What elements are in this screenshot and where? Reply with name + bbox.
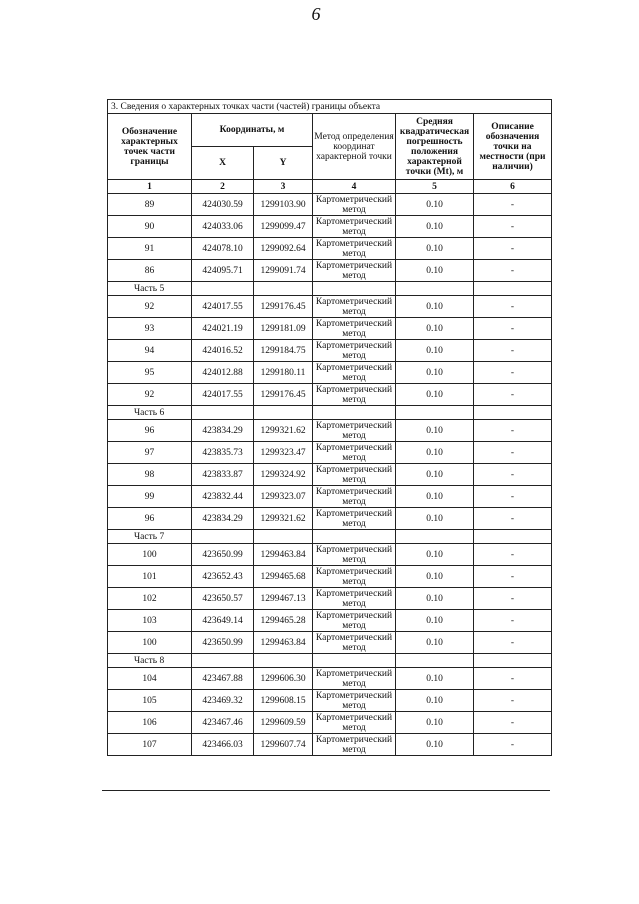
point-id-cell: 104 <box>108 668 192 690</box>
empty-cell <box>192 282 254 296</box>
header-accuracy: Средняя квадратическая погрешность положения характерной точки (Mt), м <box>396 114 474 180</box>
empty-cell <box>474 654 552 668</box>
y-coordinate-cell: 1299467.13 <box>254 588 313 610</box>
accuracy-cell: 0.10 <box>396 690 474 712</box>
y-coordinate-cell: 1299176.45 <box>254 296 313 318</box>
description-cell: - <box>474 296 552 318</box>
column-number: 2 <box>192 180 254 194</box>
point-id-cell: 97 <box>108 442 192 464</box>
y-coordinate-cell: 1299103.90 <box>254 194 313 216</box>
y-coordinate-cell: 1299181.09 <box>254 318 313 340</box>
column-number: 3 <box>254 180 313 194</box>
point-id-cell: 102 <box>108 588 192 610</box>
point-id-cell: 91 <box>108 238 192 260</box>
method-cell: Картометрический метод <box>313 260 396 282</box>
description-cell: - <box>474 690 552 712</box>
description-cell: - <box>474 340 552 362</box>
description-cell: - <box>474 194 552 216</box>
method-cell: Картометрический метод <box>313 464 396 486</box>
method-cell: Картометрический метод <box>313 486 396 508</box>
method-cell: Картометрический метод <box>313 384 396 406</box>
empty-cell <box>313 406 396 420</box>
x-coordinate-cell: 423834.29 <box>192 508 254 530</box>
x-coordinate-cell: 424012.88 <box>192 362 254 384</box>
part-label: Часть 6 <box>108 406 192 420</box>
accuracy-cell: 0.10 <box>396 296 474 318</box>
y-coordinate-cell: 1299607.74 <box>254 734 313 756</box>
page-number: 6 <box>311 4 321 24</box>
table-row <box>108 194 552 216</box>
point-id-cell: 100 <box>108 632 192 654</box>
empty-cell <box>254 530 313 544</box>
table-row <box>108 566 552 588</box>
description-cell: - <box>474 362 552 384</box>
description-cell: - <box>474 384 552 406</box>
accuracy-cell: 0.10 <box>396 508 474 530</box>
x-coordinate-cell: 424021.19 <box>192 318 254 340</box>
table-row <box>108 712 552 734</box>
table-row <box>108 734 552 756</box>
method-cell: Картометрический метод <box>313 632 396 654</box>
empty-cell <box>254 654 313 668</box>
part-row <box>108 406 552 420</box>
point-id-cell: 93 <box>108 318 192 340</box>
accuracy-cell: 0.10 <box>396 588 474 610</box>
empty-cell <box>313 530 396 544</box>
method-cell: Картометрический метод <box>313 296 396 318</box>
table-row <box>108 260 552 282</box>
description-cell: - <box>474 420 552 442</box>
table-row <box>108 362 552 384</box>
table-row <box>108 318 552 340</box>
empty-cell <box>396 282 474 296</box>
method-cell: Картометрический метод <box>313 442 396 464</box>
description-cell: - <box>474 588 552 610</box>
part-row <box>108 282 552 296</box>
x-coordinate-cell: 423469.32 <box>192 690 254 712</box>
header-designation: Обозначение характерных точек части границы <box>108 114 192 180</box>
header-coordinates: Координаты, м <box>192 114 313 147</box>
method-cell: Картометрический метод <box>313 566 396 588</box>
header-x: X <box>192 147 254 180</box>
point-id-cell: 94 <box>108 340 192 362</box>
column-number: 6 <box>474 180 552 194</box>
accuracy-cell: 0.10 <box>396 340 474 362</box>
point-id-cell: 101 <box>108 566 192 588</box>
empty-cell <box>396 654 474 668</box>
accuracy-cell: 0.10 <box>396 668 474 690</box>
method-cell: Картометрический метод <box>313 734 396 756</box>
y-coordinate-cell: 1299465.28 <box>254 610 313 632</box>
empty-cell <box>474 406 552 420</box>
empty-cell <box>254 282 313 296</box>
column-number: 1 <box>108 180 192 194</box>
table-row <box>108 384 552 406</box>
table-row <box>108 632 552 654</box>
empty-cell <box>192 406 254 420</box>
table-row <box>108 464 552 486</box>
x-coordinate-cell: 424017.55 <box>192 296 254 318</box>
empty-cell <box>474 530 552 544</box>
y-coordinate-cell: 1299184.75 <box>254 340 313 362</box>
empty-cell <box>474 282 552 296</box>
point-id-cell: 86 <box>108 260 192 282</box>
description-cell: - <box>474 464 552 486</box>
header-y: Y <box>254 147 313 180</box>
accuracy-cell: 0.10 <box>396 712 474 734</box>
empty-cell <box>192 654 254 668</box>
description-cell: - <box>474 734 552 756</box>
description-cell: - <box>474 486 552 508</box>
method-cell: Картометрический метод <box>313 544 396 566</box>
description-cell: - <box>474 318 552 340</box>
x-coordinate-cell: 423650.99 <box>192 544 254 566</box>
accuracy-cell: 0.10 <box>396 238 474 260</box>
point-id-cell: 100 <box>108 544 192 566</box>
part-row <box>108 654 552 668</box>
accuracy-cell: 0.10 <box>396 610 474 632</box>
y-coordinate-cell: 1299092.64 <box>254 238 313 260</box>
method-cell: Картометрический метод <box>313 690 396 712</box>
accuracy-cell: 0.10 <box>396 544 474 566</box>
column-number: 5 <box>396 180 474 194</box>
description-cell: - <box>474 442 552 464</box>
y-coordinate-cell: 1299463.84 <box>254 544 313 566</box>
table-row <box>108 690 552 712</box>
x-coordinate-cell: 424017.55 <box>192 384 254 406</box>
table-row <box>108 544 552 566</box>
description-cell: - <box>474 632 552 654</box>
footer-divider <box>102 790 550 791</box>
column-numbers-row <box>108 180 552 194</box>
method-cell: Картометрический метод <box>313 362 396 384</box>
point-id-cell: 99 <box>108 486 192 508</box>
y-coordinate-cell: 1299321.62 <box>254 420 313 442</box>
method-cell: Картометрический метод <box>313 712 396 734</box>
header-method: Метод определения координат характерной точки <box>313 114 396 180</box>
description-cell: - <box>474 712 552 734</box>
point-id-cell: 95 <box>108 362 192 384</box>
description-cell: - <box>474 610 552 632</box>
y-coordinate-cell: 1299324.92 <box>254 464 313 486</box>
method-cell: Картометрический метод <box>313 194 396 216</box>
part-label: Часть 5 <box>108 282 192 296</box>
x-coordinate-cell: 424033.06 <box>192 216 254 238</box>
method-cell: Картометрический метод <box>313 238 396 260</box>
x-coordinate-cell: 423467.88 <box>192 668 254 690</box>
section-title: 3. Сведения о характерных точках части (частей) границы объекта <box>108 100 552 114</box>
x-coordinate-cell: 423467.46 <box>192 712 254 734</box>
method-cell: Картометрический метод <box>313 668 396 690</box>
empty-cell <box>254 406 313 420</box>
y-coordinate-cell: 1299606.30 <box>254 668 313 690</box>
table-row <box>108 296 552 318</box>
description-cell: - <box>474 668 552 690</box>
y-coordinate-cell: 1299180.11 <box>254 362 313 384</box>
description-cell: - <box>474 216 552 238</box>
method-cell: Картометрический метод <box>313 588 396 610</box>
y-coordinate-cell: 1299323.07 <box>254 486 313 508</box>
method-cell: Картометрический метод <box>313 340 396 362</box>
table-row <box>108 610 552 632</box>
point-id-cell: 96 <box>108 508 192 530</box>
y-coordinate-cell: 1299323.47 <box>254 442 313 464</box>
y-coordinate-cell: 1299321.62 <box>254 508 313 530</box>
y-coordinate-cell: 1299608.15 <box>254 690 313 712</box>
empty-cell <box>396 406 474 420</box>
y-coordinate-cell: 1299099.47 <box>254 216 313 238</box>
description-cell: - <box>474 260 552 282</box>
point-id-cell: 103 <box>108 610 192 632</box>
point-id-cell: 98 <box>108 464 192 486</box>
point-id-cell: 90 <box>108 216 192 238</box>
accuracy-cell: 0.10 <box>396 194 474 216</box>
accuracy-cell: 0.10 <box>396 384 474 406</box>
part-label: Часть 8 <box>108 654 192 668</box>
x-coordinate-cell: 423649.14 <box>192 610 254 632</box>
accuracy-cell: 0.10 <box>396 260 474 282</box>
table-body <box>108 194 552 756</box>
accuracy-cell: 0.10 <box>396 566 474 588</box>
x-coordinate-cell: 423650.99 <box>192 632 254 654</box>
x-coordinate-cell: 423833.87 <box>192 464 254 486</box>
point-id-cell: 105 <box>108 690 192 712</box>
description-cell: - <box>474 508 552 530</box>
y-coordinate-cell: 1299609.59 <box>254 712 313 734</box>
empty-cell <box>313 282 396 296</box>
accuracy-cell: 0.10 <box>396 420 474 442</box>
empty-cell <box>313 654 396 668</box>
description-cell: - <box>474 238 552 260</box>
table-row <box>108 420 552 442</box>
method-cell: Картометрический метод <box>313 508 396 530</box>
table-row <box>108 340 552 362</box>
table-row <box>108 238 552 260</box>
x-coordinate-cell: 423650.57 <box>192 588 254 610</box>
description-cell: - <box>474 544 552 566</box>
point-id-cell: 107 <box>108 734 192 756</box>
point-id-cell: 89 <box>108 194 192 216</box>
x-coordinate-cell: 424095.71 <box>192 260 254 282</box>
accuracy-cell: 0.10 <box>396 216 474 238</box>
point-id-cell: 96 <box>108 420 192 442</box>
x-coordinate-cell: 424030.59 <box>192 194 254 216</box>
column-number: 4 <box>313 180 396 194</box>
table-row <box>108 216 552 238</box>
table-row <box>108 442 552 464</box>
accuracy-cell: 0.10 <box>396 486 474 508</box>
accuracy-cell: 0.10 <box>396 318 474 340</box>
x-coordinate-cell: 424078.10 <box>192 238 254 260</box>
x-coordinate-cell: 423652.43 <box>192 566 254 588</box>
y-coordinate-cell: 1299176.45 <box>254 384 313 406</box>
description-cell: - <box>474 566 552 588</box>
point-id-cell: 106 <box>108 712 192 734</box>
y-coordinate-cell: 1299463.84 <box>254 632 313 654</box>
method-cell: Картометрический метод <box>313 216 396 238</box>
y-coordinate-cell: 1299465.68 <box>254 566 313 588</box>
part-row <box>108 530 552 544</box>
empty-cell <box>396 530 474 544</box>
x-coordinate-cell: 423832.44 <box>192 486 254 508</box>
point-id-cell: 92 <box>108 384 192 406</box>
header-description: Описание обозначения точки на местности (при наличии) <box>474 114 552 180</box>
y-coordinate-cell: 1299091.74 <box>254 260 313 282</box>
method-cell: Картометрический метод <box>313 420 396 442</box>
boundary-points-table <box>107 99 552 756</box>
table-row <box>108 508 552 530</box>
empty-cell <box>192 530 254 544</box>
table-row <box>108 588 552 610</box>
x-coordinate-cell: 423466.03 <box>192 734 254 756</box>
method-cell: Картометрический метод <box>313 318 396 340</box>
accuracy-cell: 0.10 <box>396 442 474 464</box>
accuracy-cell: 0.10 <box>396 734 474 756</box>
method-cell: Картометрический метод <box>313 610 396 632</box>
point-id-cell: 92 <box>108 296 192 318</box>
accuracy-cell: 0.10 <box>396 362 474 384</box>
table-row <box>108 668 552 690</box>
x-coordinate-cell: 424016.52 <box>192 340 254 362</box>
accuracy-cell: 0.10 <box>396 464 474 486</box>
x-coordinate-cell: 423835.73 <box>192 442 254 464</box>
accuracy-cell: 0.10 <box>396 632 474 654</box>
table-row <box>108 486 552 508</box>
part-label: Часть 7 <box>108 530 192 544</box>
x-coordinate-cell: 423834.29 <box>192 420 254 442</box>
